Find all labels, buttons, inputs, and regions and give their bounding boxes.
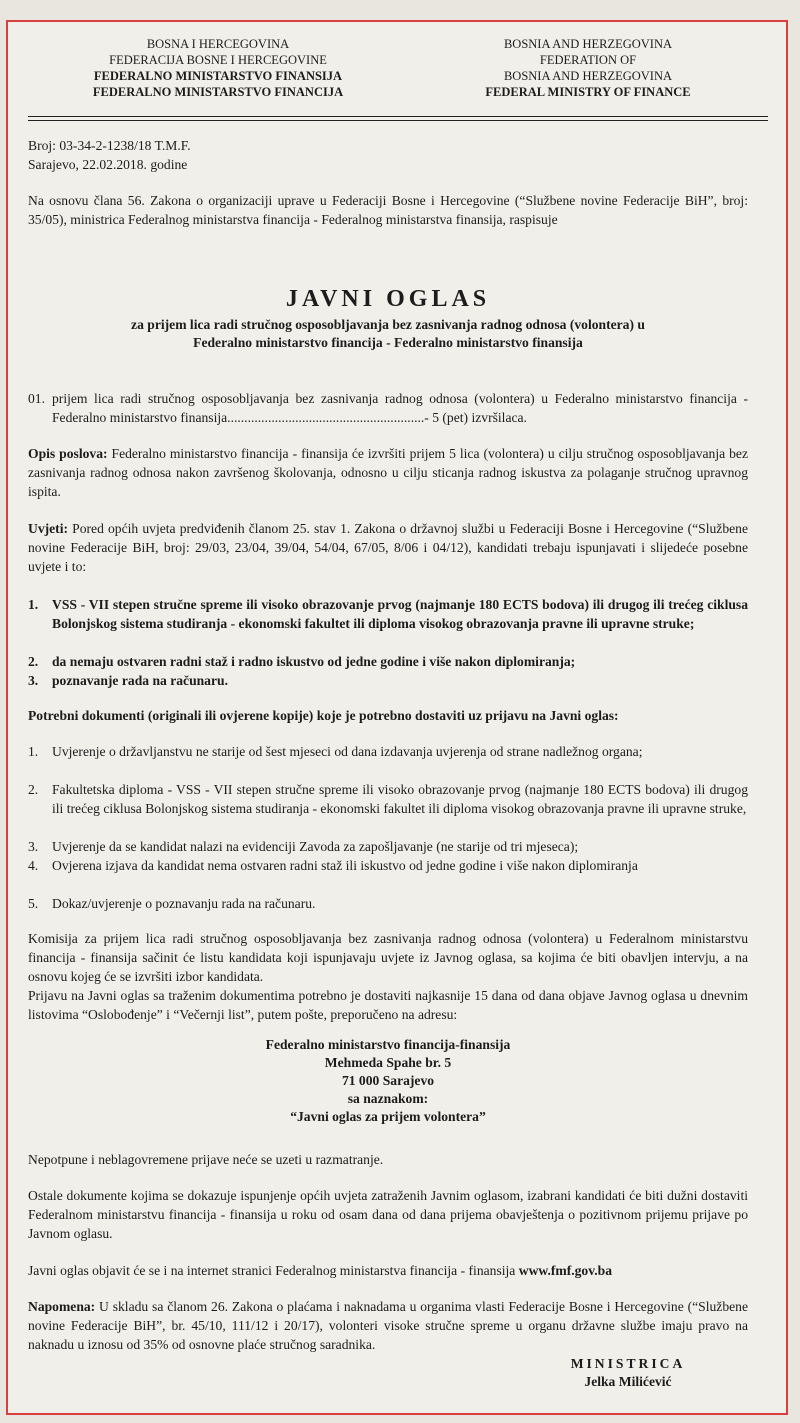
condition-number: 3. [28,673,39,688]
address-line-1: Federalno ministarstvo financija-finansija [265,1037,511,1052]
letterhead-rule-top [28,116,768,117]
letterhead-left-line-2: FEDERACIJA BOSNE I HERCEGOVINE [109,53,327,67]
position-item [28,389,748,427]
subtitle-line-1: za prijem lica radi stručnog osposobljavanja bez zasnivanja radnog odnosa (volontera) u [131,317,645,332]
reference-block [28,136,748,174]
document-text: Ovjerena izjava da kandidat nema ostvaren radni staž ili iskustvo od jedne godine i više nakon diplomiranja [52,858,638,873]
notice-title: JAVNI OGLAS [285,286,491,312]
intro-paragraph: Na osnovu člana 56. Zakona o organizaciji uprave u Federaciji Bosne i Hercegovine (“Službene novine Federacije BiH”, broj: 35/05), ministrica Federalnog ministarstva financija - Federalnog ministarstva finansija, raspisuje [28,193,748,227]
condition-item [28,595,748,633]
condition-text: da nemaju ostvaren radni staž i radno iskustvo od jedne godine i više nakon diplomiranja; [52,654,576,669]
other-documents-paragraph: Ostale dokumente kojima se dokazuje ispunjenje općih uvjeta zatraženih Javnim oglasom, izabrani kandidati će biti dužni dostaviti Federalnom ministarstvu financija - finansija u roku od osam dana od dana prijema obavještenja o pozitivnom prijemu prijave po Javnom oglasu. [28,1188,748,1241]
letterhead-bosnian [48,36,388,100]
letterhead-right-line-4: FEDERAL MINISTRY OF FINANCE [485,85,691,99]
reference-number: Broj: 03-34-2-1238/18 T.M.F. [28,138,191,153]
ministry-website-link[interactable]: www.fmf.gov.ba [518,1263,613,1278]
internet-text: Javni oglas objavit će se i na internet stranici Federalnog ministarstva financija - finansija [28,1263,519,1278]
address-line-4: sa naznakom: [347,1091,429,1106]
document-text: Fakultetska diploma - VSS - VII stepen stručne spreme ili visoko obrazovanje prvog (najmanje 180 ECTS bodova) ili drugog ili trećeg ciklusa Bolonjskog sistema studiranja - ekonomski fakultet ili diploma visokog obrazovanja pravne ili upravne struke, [52,782,748,816]
document-text: Uvjerenje o državljanstvu ne starije od šest mjeseci od dana izdavanja uvjerenja od strane nadležnog organa; [52,744,643,759]
letterhead-rule-bottom [28,120,768,121]
condition-number: 1. [28,597,39,612]
application-paragraph: Prijavu na Javni oglas sa traženim dokumentima potrebno je dostaviti najkasnije 15 dana od dana objave Javnog oglasa u dnevnim listovima “Oslobođenje” i “Večernji list”, putem pošte, preporučeno na adresu: [28,988,748,1022]
address-line-3: 71 000 Sarajevo [341,1073,435,1088]
document-number: 4. [28,858,39,873]
internet-notice [28,1261,748,1280]
document-text: Uvjerenje da se kandidat nalazi na evidenciji Zavoda za zapošljavanje (ne starije od tri mjeseca); [52,839,579,854]
job-description-label: Opis poslova: [28,446,108,461]
notice-frame [6,20,788,1415]
letterhead-right-line-2: FEDERATION OF [539,53,637,67]
document-item [28,856,748,875]
letterhead-left-line-1: BOSNA I HERCEGOVINA [146,37,290,51]
document-number: 3. [28,839,39,854]
remark-label: Napomena: [28,1299,96,1314]
position-number: 01. [28,391,45,406]
document-number: 5. [28,896,39,911]
document-item [28,837,748,856]
document-item [28,742,748,761]
incomplete-note: Nepotpune i neblagovremene prijave neće se uzeti u razmatranje. [28,1152,384,1167]
signature-block [548,1355,708,1391]
letterhead [28,36,768,116]
mailing-address [28,1036,748,1126]
letterhead-left-line-3: FEDERALNO MINISTARSTVO FINANSIJA [93,69,343,83]
letterhead-right-line-3: BOSNIA AND HERZEGOVINA [503,69,673,83]
address-line-2: Mehmeda Spahe br. 5 [324,1055,452,1070]
conditions-label: Uvjeti: [28,521,69,536]
position-text: prijem lica radi stručnog osposobljavanja bez zasnivanja radnog odnosa (volontera) u Federalno ministarstvo financija - Federalno ministarstvo finansija..........................................................- 5 (pet) izvršilaca. [52,391,748,425]
condition-item [28,652,748,671]
address-line-5: “Javni oglas za prijem volontera” [290,1109,486,1124]
condition-text: poznavanje rada na računaru. [52,673,228,688]
job-description-text: Federalno ministarstvo financija - finansija će izvršiti prijem 5 lica (volontera) u cilju stručnog osposobljavanja bez zasnivanja radnog odnosa nakon završenog školovanja, odnosno u cilju sticanja radnog iskustva za polaganje stručnog upravnog ispita. [28,446,748,499]
conditions-text: Pored općih uvjeta predviđenih članom 25. stav 1. Zakona o državnoj službi u Federaciji Bosne i Hercegovine (“Službene novine Federacije BiH, broj: 29/03, 23/04, 39/04, 54/04, 67/05, 8/06 i 04/12), kandidati trebaju ispunjavati i slijedeće posebne uvjete i to: [28,521,748,574]
remark-text: U skladu sa članom 26. Zakona o plaćama i naknadama u organima vlasti Federacije Bosne i Hercegovine (“Službene novine Federacije BiH”, br. 45/10, 111/12 i 20/17), volonteri visoke stručne spreme u organu državne službe imaju pravo na naknadu u iznosu od 35% od osnovne plaće stručnog saradnika. [28,1299,748,1352]
documents-heading: Potrebni dokumenti (originali ili ovjerene kopije) koje je potrebno dostaviti uz prijavu na Javni oglas: [28,708,619,723]
subtitle-line-2: Federalno ministarstvo financija - Federalno ministarstvo finansija [193,335,583,350]
reference-date: Sarajevo, 22.02.2018. godine [28,157,188,172]
letterhead-right-line-1: BOSNIA AND HERZEGOVINA [503,37,673,51]
conditions-intro [28,519,748,576]
document-item [28,894,748,913]
document-number: 1. [28,744,39,759]
document-item [28,780,748,818]
document-text: Dokaz/uvjerenje o poznavanju rada na računaru. [52,896,316,911]
condition-text: VSS - VII stepen stručne spreme ili visoko obrazovanje prvog (najmanje 180 ECTS bodova) ili drugog ili trećeg ciklusa Bolonjskog sistema studiranja - ekonomski fakultet ili diploma visokog obrazovanja pravne ili upravne struke; [52,597,748,631]
signature-title: MINISTRICA [570,1356,686,1371]
condition-number: 2. [28,654,39,669]
notice-subtitle [28,316,748,352]
remark-paragraph [28,1297,748,1354]
letterhead-left-line-4: FEDERALNO MINISTARSTVO FINANCIJA [92,85,344,99]
condition-item [28,671,748,690]
letterhead-english [418,36,758,100]
signature-name: Jelka Milićević [584,1374,672,1389]
commission-paragraph: Komisija za prijem lica radi stručnog osposobljavanja bez zasnivanja radnog odnosa (volontera) u Federalnom ministarstvu financija - finansija sačinit će listu kandidata koji ispunjavaju uvjete iz Javnog oglasa, sa kojima će biti obavljen intervju, a na osnovu kojeg će se izvršiti izbor kandidata. [28,931,748,984]
document-number: 2. [28,782,39,797]
job-description [28,444,748,501]
